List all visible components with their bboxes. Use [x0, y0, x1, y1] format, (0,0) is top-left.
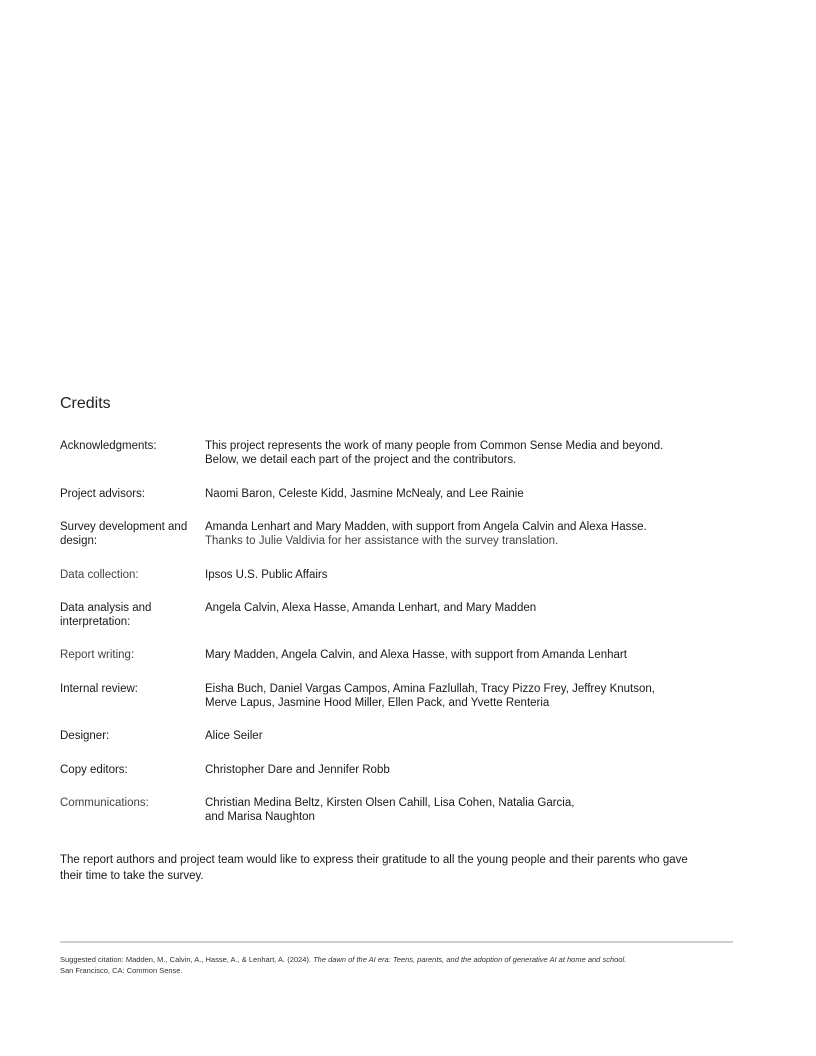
credit-value-line: Thanks to Julie Valdivia for her assistance with the survey translation. — [205, 534, 559, 547]
credit-value — [205, 764, 745, 778]
credit-value-line: Alice Seiler — [205, 730, 263, 742]
footer-divider — [60, 941, 733, 943]
credit-value-line: Below, we detail each part of the project and the contributors. — [205, 453, 517, 466]
credit-label: Project advisors: — [60, 488, 146, 500]
credit-label: Survey development and design: — [60, 521, 188, 547]
credit-value — [205, 488, 745, 502]
credit-value-line: Christopher Dare and Jennifer Robb — [205, 764, 390, 776]
credit-value — [205, 602, 745, 616]
credit-value-line: Amanda Lenhart and Mary Madden, with support from Angela Calvin and Alexa Hasse. — [205, 521, 647, 533]
credit-label: Data collection: — [60, 569, 139, 581]
credit-value-line: This project represents the work of many people from Common Sense Media and beyond. — [205, 440, 664, 452]
credit-value — [205, 797, 745, 824]
credit-value-line: Angela Calvin, Alexa Hasse, Amanda Lenhart, and Mary Madden — [205, 602, 537, 614]
credit-value-line: and Marisa Naughton — [205, 810, 315, 823]
credit-value — [205, 440, 745, 467]
credit-label: Data analysis and interpretation: — [60, 602, 152, 628]
credit-value-line: Mary Madden, Angela Calvin, and Alexa Hasse, with support from Amanda Lenhart — [205, 649, 627, 661]
credit-label: Internal review: — [60, 683, 138, 695]
citation-title: The dawn of the AI era: Teens, parents, and the adoption of generative AI at home and school. — [313, 955, 627, 964]
credit-label: Communications: — [60, 797, 149, 809]
closing-paragraph: The report authors and project team would like to express their gratitude to all the young people and their parents who gave their time to take the survey. — [60, 854, 688, 882]
credit-label: Acknowledgments: — [60, 440, 157, 452]
citation-prefix: Suggested citation: Madden, M., Calvin, A., Hasse, A., & Lenhart, A. (2024). — [60, 955, 311, 964]
credit-value — [205, 730, 745, 744]
credit-label: Designer: — [60, 730, 110, 742]
citation-suffix: San Francisco, CA: Common Sense. — [60, 966, 183, 975]
credit-value — [205, 521, 745, 548]
credit-value — [205, 683, 745, 710]
credit-value-line: Naomi Baron, Celeste Kidd, Jasmine McNealy, and Lee Rainie — [205, 488, 524, 500]
credit-value-line: Merve Lapus, Jasmine Hood Miller, Ellen Pack, and Yvette Renteria — [205, 696, 550, 709]
credit-value-line: Eisha Buch, Daniel Vargas Campos, Amina Fazlullah, Tracy Pizzo Frey, Jeffrey Knutson, — [205, 683, 655, 695]
credit-label: Copy editors: — [60, 764, 128, 776]
credit-value-line: Ipsos U.S. Public Affairs — [205, 569, 328, 581]
credit-value — [205, 649, 745, 663]
credit-label: Report writing: — [60, 649, 135, 661]
credit-value-line: Christian Medina Beltz, Kirsten Olsen Cahill, Lisa Cohen, Natalia Garcia, — [205, 797, 575, 809]
page-title: Credits — [60, 395, 111, 412]
suggested-citation — [60, 954, 626, 976]
credit-value — [205, 569, 745, 583]
